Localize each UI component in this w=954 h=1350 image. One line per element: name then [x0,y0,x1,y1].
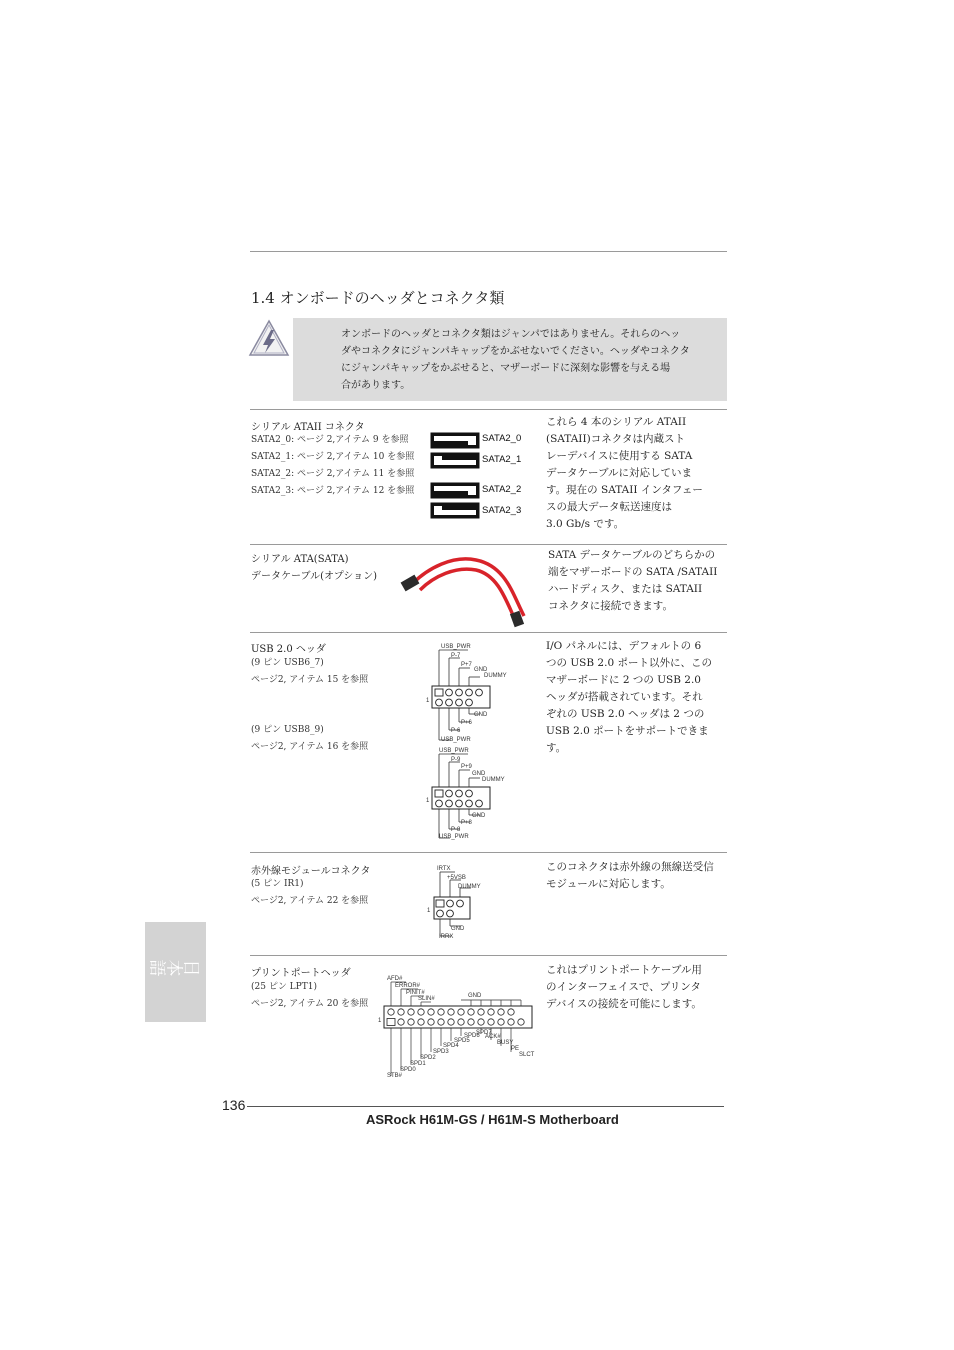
header-pin [428,1009,434,1015]
pin-label: SLIN# [418,996,435,1002]
section-divider [250,852,727,853]
header-pin [508,1009,514,1015]
desc-line: す。現在の SATAII インタフェー [546,484,703,496]
usb-group2 [251,722,368,756]
ir-info [251,876,368,910]
sata-title: シリアル ATAII コネクタ [251,422,365,433]
usb-header-diagram-2 [420,746,530,846]
pin-label: PINIT# [406,990,425,996]
pin-label: ACK# [485,1034,501,1040]
pin-label: GND [474,667,488,673]
desc-line: レーデバイスに使用する SATA [546,450,693,462]
desc-line: のインターフェイスで、プリンタ [546,981,701,993]
pin-label: P-6 [451,728,461,734]
pin-label: P-7 [451,653,461,659]
pin-label: SPD7 [476,1030,492,1036]
desc-line: モジュールに対応します。 [546,878,671,890]
header-pin [508,1019,514,1025]
desc-line: SATA データケーブルのどちらかの [548,549,716,561]
pin1-marker: 1 [426,798,430,804]
header-pin [438,1009,444,1015]
header-pin [478,1019,484,1025]
warning-line: オンボードのヘッダとコネクタ類はジャンパではありません。それらのヘッ [341,329,681,340]
pin-label: SPD3 [433,1049,449,1055]
pin-label: USB_PWR [441,644,471,650]
usb-header-diagram-1 [420,642,530,746]
sata-port-label: SATA2_0 [482,433,522,444]
pin-label: AFD# [387,976,403,982]
header-pin [458,1009,464,1015]
title-line: データケーブル(オプション) [251,571,378,582]
page-ref: ページ2, アイテム 20 を参照 [251,999,369,1009]
warning-triangle-icon [248,318,290,358]
footer-model: ASRock H61M-GS / H61M-S Motherboard [366,1112,619,1127]
section-divider [250,409,727,410]
sata-description [546,414,703,533]
print-port-diagram [378,972,540,1084]
warning-line: にジャンパキャップをかぶせると、マザーボードに深刻な影響を与える場 [341,363,671,374]
top-rule [250,251,727,252]
print-info [251,979,368,1013]
desc-line: このコネクタは赤外線の無線送受信 [546,861,714,873]
desc-line: コネクタに接続できます。 [548,600,673,612]
pin-label: P+7 [461,662,472,668]
warning-line: 合があります。 [341,380,411,391]
pin-label: BUSY [497,1040,514,1046]
pin-label: SPD4 [443,1043,459,1049]
pin-label: +5VSB [447,875,466,881]
desc-line: す。 [546,742,567,754]
sata-cable-description [548,547,717,615]
pin-label: P-9 [451,757,461,763]
header-pin [418,1019,424,1025]
warning-text [341,326,690,394]
sata-port-label: SATA2_3 [482,505,522,516]
sata-port-label: SATA2_2 [482,484,522,495]
title-line: シリアル ATA(SATA) [251,554,349,565]
desc-line: 3.0 Gb/s です。 [546,518,625,530]
ir-description [546,859,714,893]
sata-refs [251,432,414,500]
pin-label: PE [511,1046,520,1052]
header-pin [468,1019,474,1025]
header-pin [428,1019,434,1025]
desc-line: 端をマザーボードの SATA /SATAII [548,566,718,578]
pin-label: USB_PWR [439,834,469,840]
language-label: 日本語 [149,955,201,976]
section-divider [250,955,727,956]
pin-label: P-8 [451,827,461,833]
sata-port-icon [430,482,480,499]
pin-label: DUMMY [458,884,481,890]
header-pin [438,1019,444,1025]
usb-title: USB 2.0 ヘッダ [251,644,326,655]
sata-port-label: SATA2_1 [482,454,522,465]
sata-port-icon [430,432,480,449]
pin-count: (25 ピン LPT1) [251,982,317,992]
pin1-marker: 1 [427,908,431,914]
header-pin [498,1019,504,1025]
usb-group1 [251,655,368,689]
header-pin [388,1009,394,1015]
ir-title: 赤外線モジュールコネクタ [251,866,371,877]
header-pin [448,1009,454,1015]
header-pin [518,1019,524,1025]
page-ref: ページ2, アイテム 16 を参照 [251,742,369,752]
pin-label: P+9 [461,764,472,770]
page-ref: ページ2, アイテム 22 を参照 [251,896,369,906]
header-pin [488,1019,494,1025]
pin-label: DUMMY [484,673,507,679]
footer-rule [247,1106,724,1107]
pin-label: SLCT [519,1052,535,1058]
sata-ref: SATA2_1: ページ 2,アイテム 10 を参照 [251,452,415,462]
pin-label: GND [474,712,488,718]
section-title: 1.4 オンボードのヘッダとコネクタ類 [251,289,505,307]
header-pin [408,1009,414,1015]
desc-line: (SATAII)コネクタは内蔵スト [546,433,685,445]
header-pin [458,1019,464,1025]
print-description [546,962,702,1013]
pin-label: SPD2 [420,1055,436,1061]
pin-label: SPD1 [410,1061,426,1067]
header-pin [418,1009,424,1015]
pin-label: GND [468,993,482,999]
usb-description [546,638,712,757]
ir-header-diagram [425,864,515,944]
warning-line: ダやコネクタにジャンパキャップをかぶせないでください。ヘッダやコネクタ [341,346,690,357]
header-pin [398,1009,404,1015]
header-pin [408,1019,414,1025]
pin-label: USB_PWR [439,748,469,754]
header-pin [478,1009,484,1015]
header-pin [387,1019,395,1026]
pin-label: STB# [387,1073,403,1079]
pin-label: P+6 [461,720,472,726]
sata-ref: SATA2_3: ページ 2,アイテム 12 を参照 [251,486,415,496]
pin-label: SPD6 [464,1033,480,1039]
desc-line: マザーボードに 2 つの USB 2.0 [546,674,701,686]
sata-ref: SATA2_2: ページ 2,アイテム 11 を参照 [251,469,415,479]
header-pin [468,1009,474,1015]
pin-label: P+8 [461,820,472,826]
desc-line: USB 2.0 ポートをサポートできま [546,725,709,737]
pin-count: (9 ピン USB6_7) [251,658,324,668]
desc-line: ハードディスク、または SATAII [548,583,703,595]
pin-label: GND [472,771,486,777]
pin1-marker: 1 [378,1018,382,1024]
desc-line: I/O パネルには、デフォルトの 6 [546,640,702,652]
desc-line: データケーブルに対応していま [546,467,693,479]
desc-line: ヘッダが搭載されています。それ [546,691,703,703]
sata-cable-title [251,551,377,585]
pin-label: IRRX [439,934,454,940]
pin1-marker: 1 [426,698,430,704]
pin-label: USB_PWR [441,737,471,743]
sata-port-icon [430,502,480,519]
pin-label: SPD5 [454,1038,470,1044]
pin-label: DUMMY [482,777,505,783]
pin-label: GND [472,813,486,819]
sata-ref: SATA2_0: ページ 2,アイテム 9 を参照 [251,435,409,445]
header-pin [498,1009,504,1015]
pin-label: IRTX [437,866,451,872]
pin-count: (9 ピン USB8_9) [251,725,324,735]
desc-line: スの最大データ転送速度は [546,501,672,513]
desc-line: つの USB 2.0 ポート以外に、この [546,657,712,669]
page-ref: ページ2, アイテム 15 を参照 [251,675,369,685]
header-pin [398,1019,404,1025]
sata-port-icon [430,452,480,469]
desc-line: これはプリントポートケーブル用 [546,964,702,976]
desc-line: これら 4 本のシリアル ATAII [546,416,687,428]
section-divider [250,544,727,545]
pin-label: ERROR# [395,983,421,989]
page-number: 136 [222,1097,246,1113]
pin-label: SPD0 [400,1067,416,1073]
section-divider [250,632,727,633]
pin-label: GND [451,926,465,932]
desc-line: デバイスの接続を可能にします。 [546,998,702,1010]
header-pin [488,1009,494,1015]
header-pin [448,1019,454,1025]
desc-line: ぞれの USB 2.0 ヘッダは 2 つの [546,708,705,720]
print-title: プリントポートヘッダ [251,968,351,979]
pin-count: (5 ピン IR1) [251,879,304,889]
sata-cable-image [398,550,538,630]
